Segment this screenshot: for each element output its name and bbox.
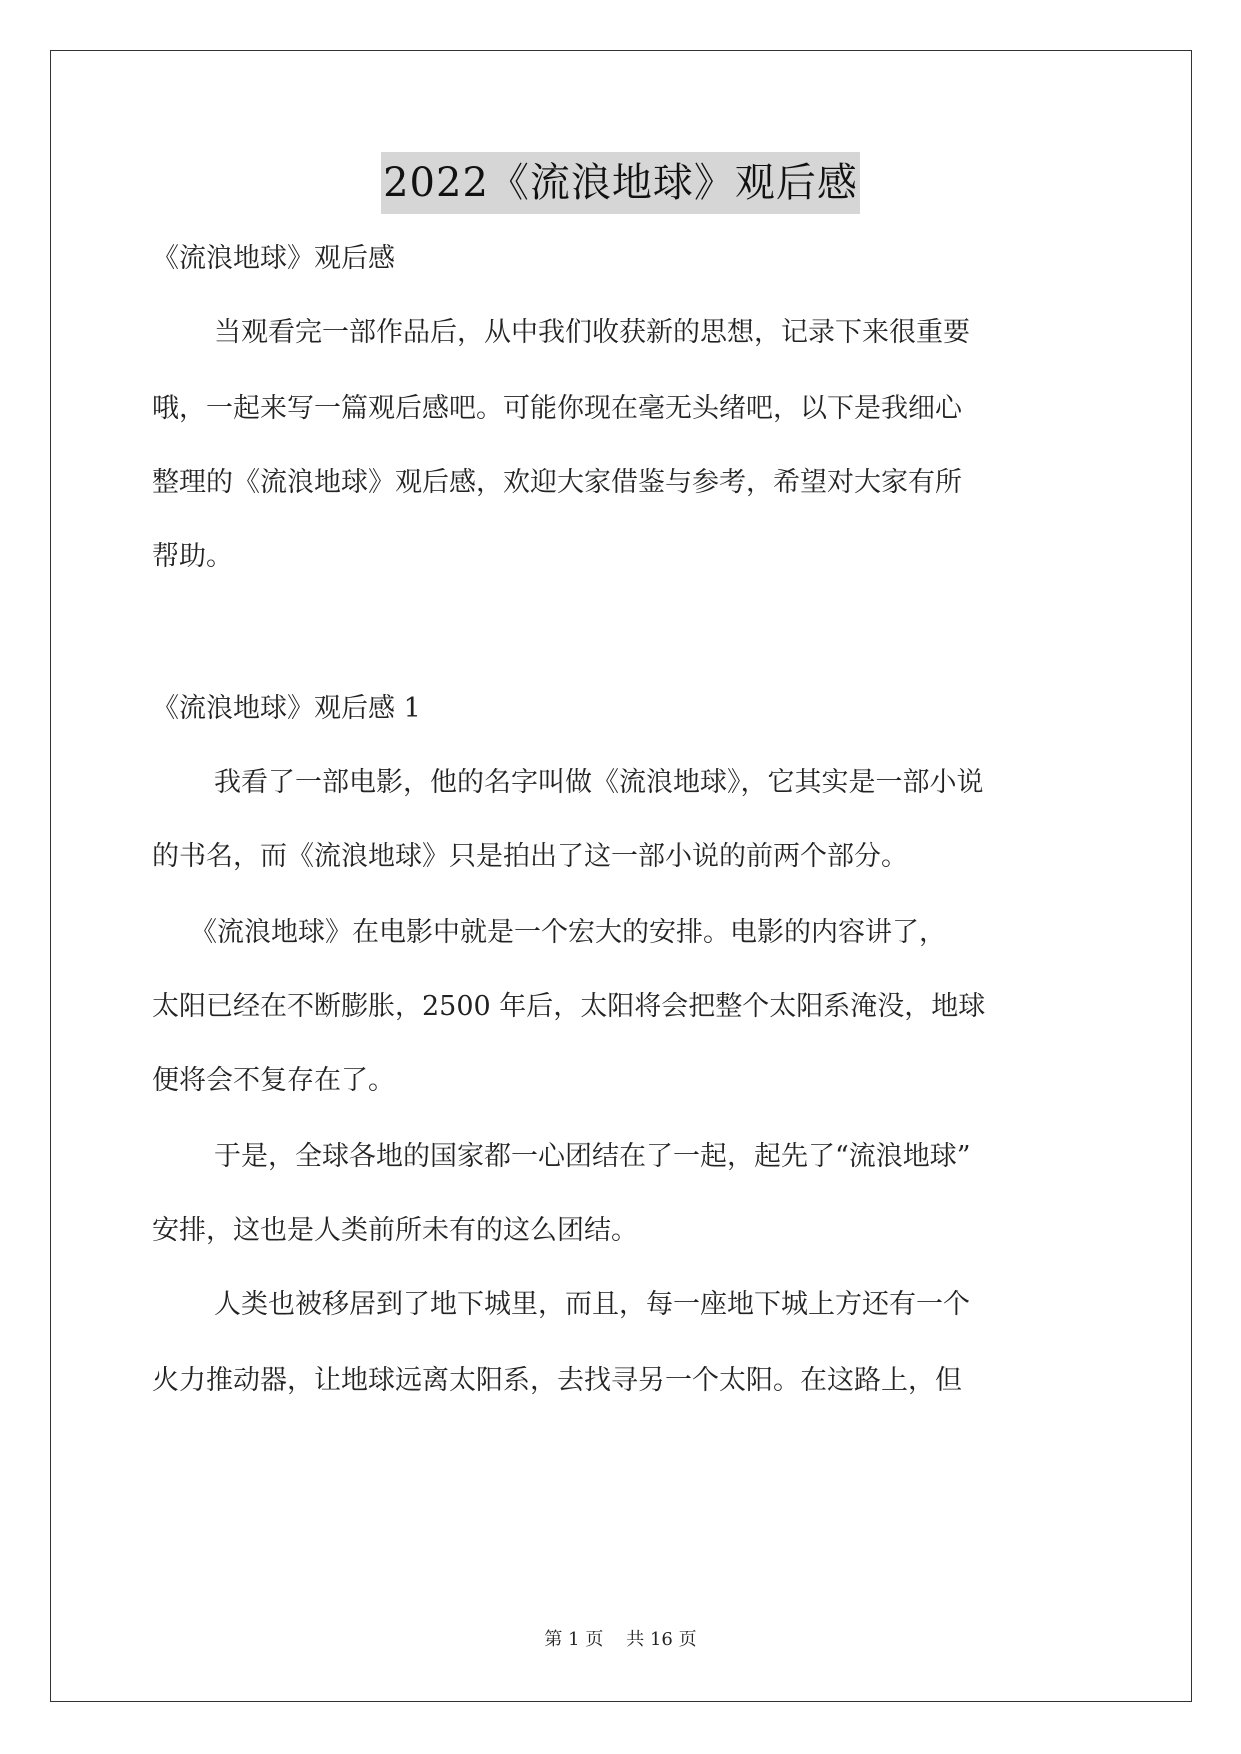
paragraph-line: 当观看完一部作品后，从中我们收获新的思想，记录下来很重要 (214, 317, 970, 348)
paragraph-line: 的书名，而《流浪地球》只是拍出了这一部小说的前两个部分。 (152, 841, 908, 872)
paragraph-line: 我看了一部电影，他的名字叫做《流浪地球》，它其实是一部小说 (214, 767, 984, 798)
paragraph-line: 《流浪地球》在电影中就是一个宏大的安排。电影的内容讲了， (190, 917, 946, 948)
paragraph-line: 帮助。 (152, 541, 233, 572)
paragraph-line: 便将会不复存在了。 (152, 1065, 395, 1096)
page-total: 共 16 页 (626, 1629, 697, 1650)
page-number: 第 1 页 (544, 1629, 604, 1650)
document-title: 2022《流浪地球》观后感 (381, 152, 860, 214)
paragraph-line: 火力推动器，让地球远离太阳系，去找寻另一个太阳。在这路上，但 (152, 1365, 962, 1396)
paragraph-line: 安排，这也是人类前所未有的这么团结。 (152, 1215, 638, 1246)
paragraph-line: 整理的《流浪地球》观后感，欢迎大家借鉴与参考，希望对大家有所 (152, 467, 962, 498)
page-border (50, 50, 1192, 1702)
section-heading: 《流浪地球》观后感 1 (152, 693, 421, 724)
page-footer (0, 1628, 1241, 1652)
paragraph-line: 太阳已经在不断膨胀，2500 年后，太阳将会把整个太阳系淹没，地球 (152, 991, 986, 1022)
title-wrap (0, 152, 1241, 214)
section-heading: 《流浪地球》观后感 (152, 243, 395, 274)
paragraph-line: 哦，一起来写一篇观后感吧。可能你现在毫无头绪吧，以下是我细心 (152, 393, 962, 424)
paragraph-line: 于是，全球各地的国家都一心团结在了一起，起先了“流浪地球” (214, 1141, 971, 1172)
paragraph-line: 人类也被移居到了地下城里，而且，每一座地下城上方还有一个 (214, 1289, 970, 1320)
